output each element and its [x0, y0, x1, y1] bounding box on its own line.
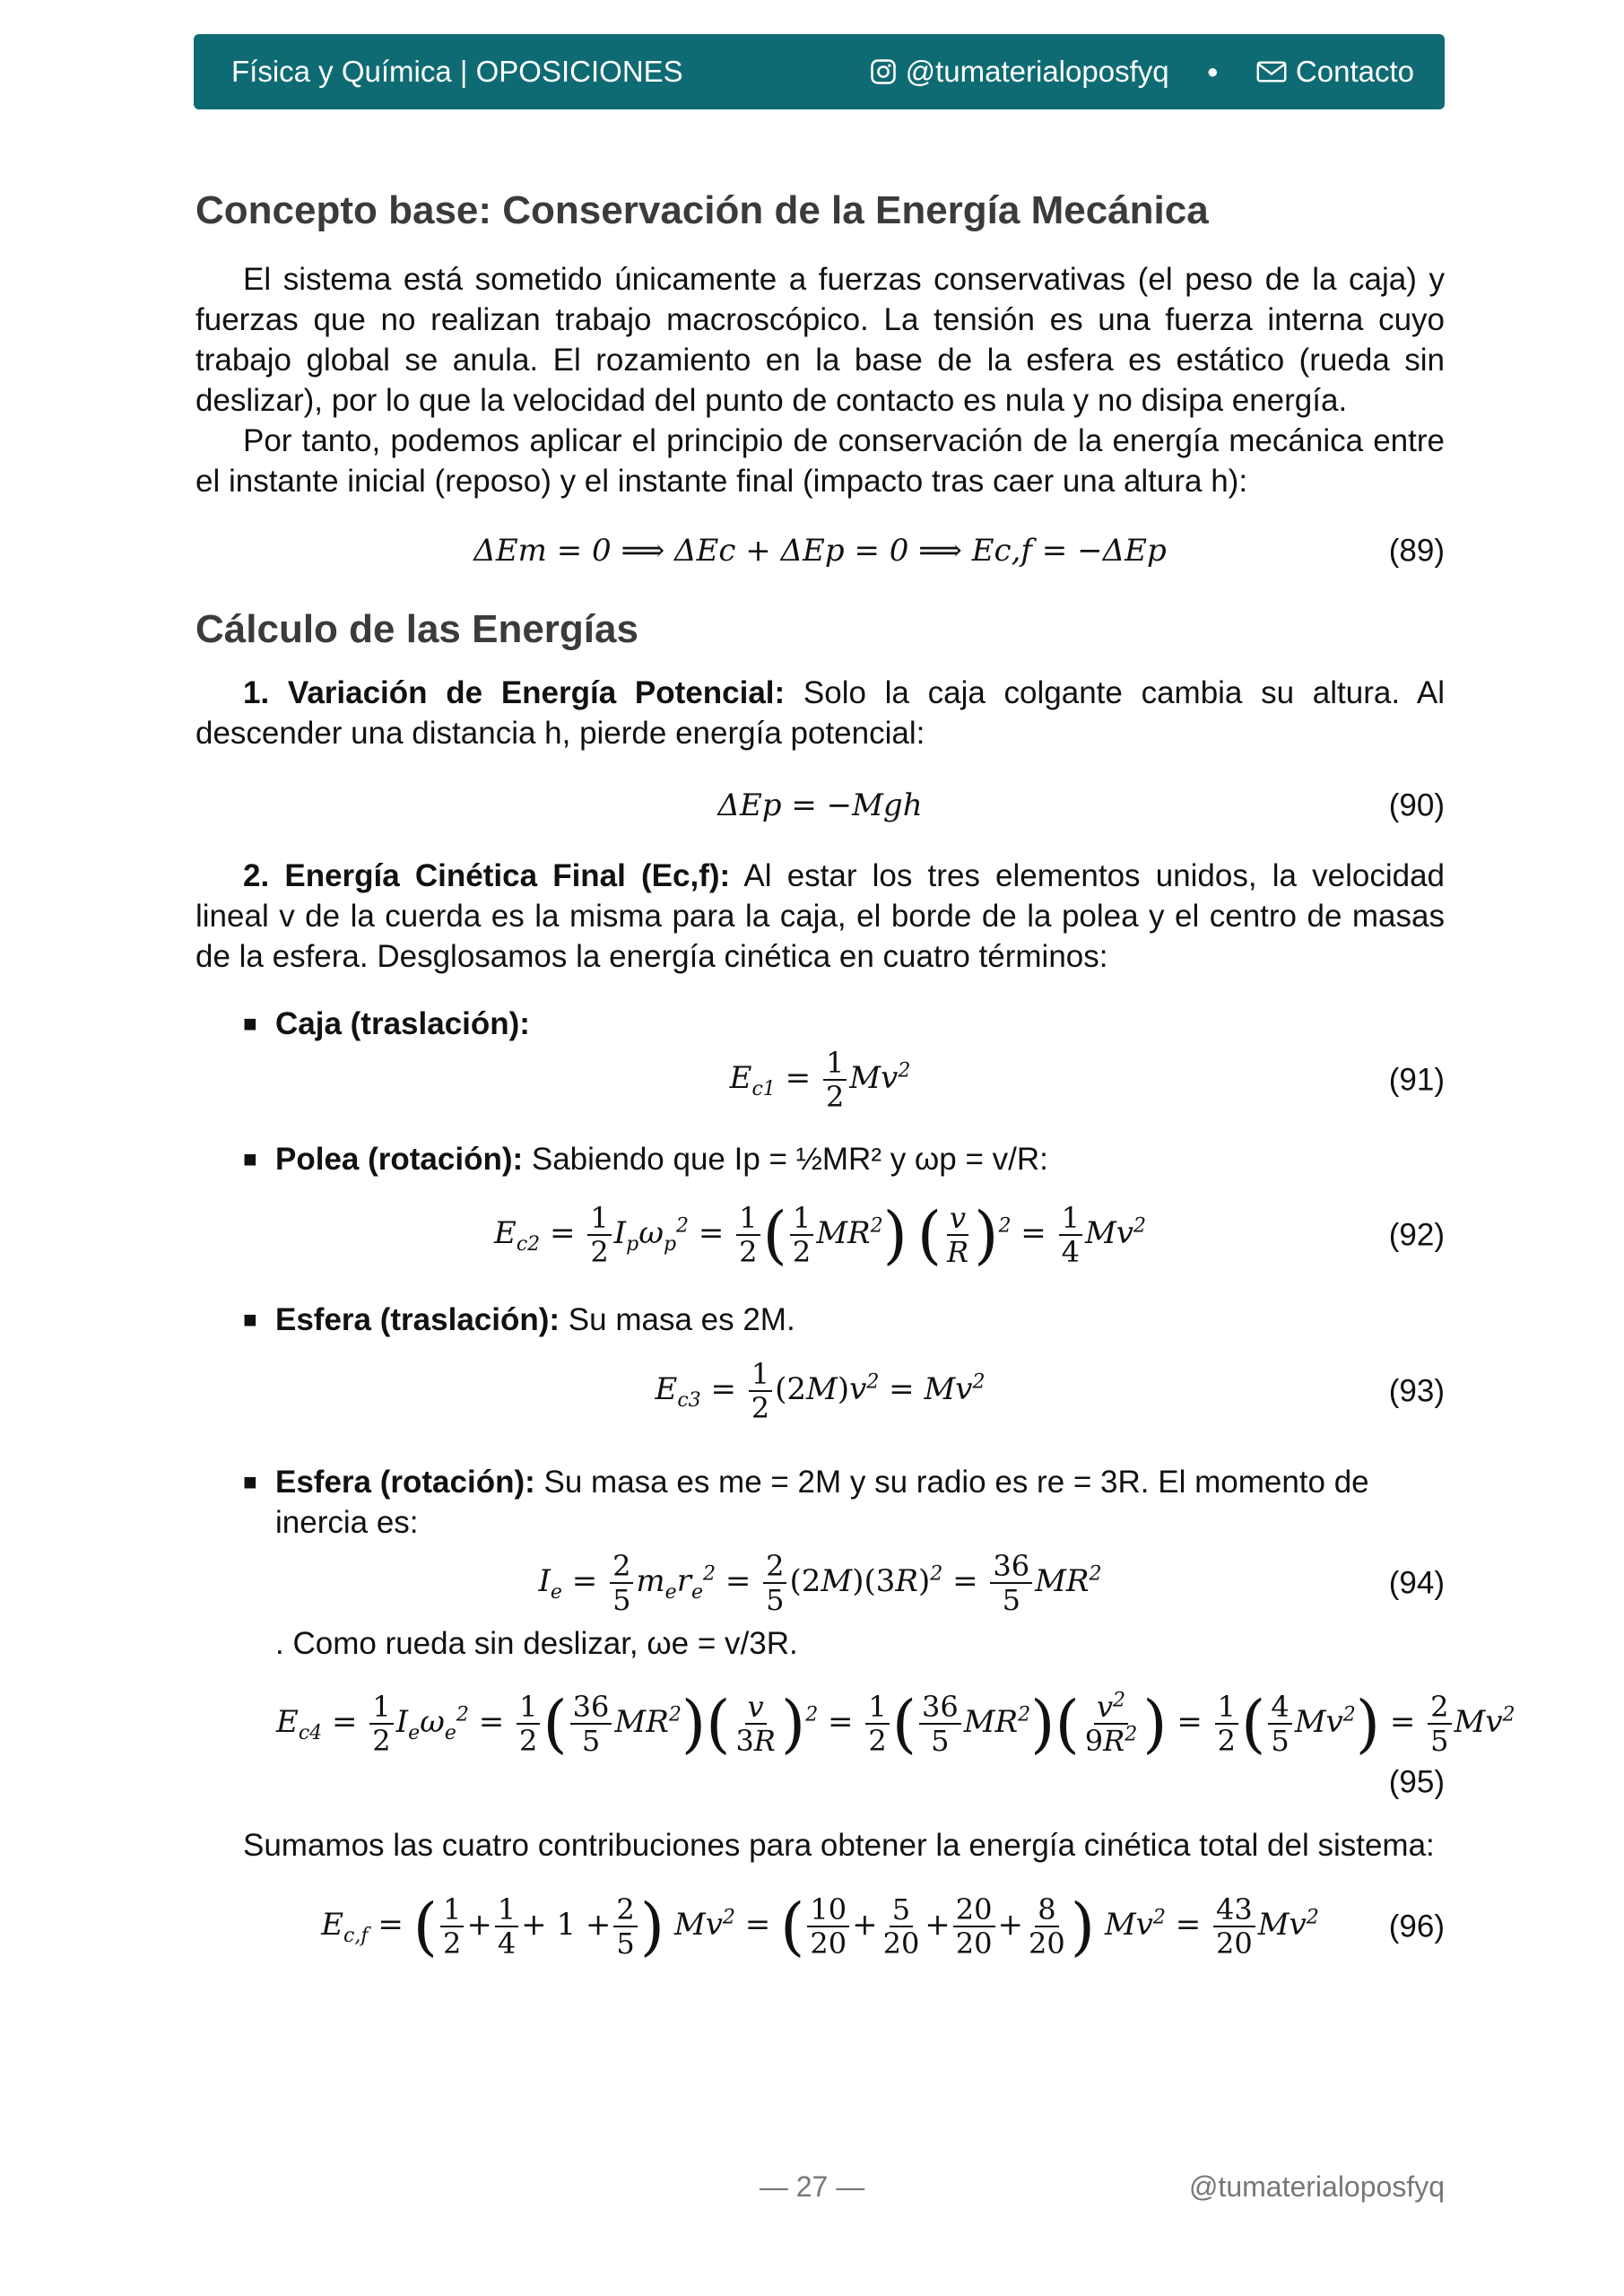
header-links	[870, 55, 1414, 89]
bullet-marker: ■	[243, 1010, 257, 1037]
equation-number-91: (91)	[1388, 1062, 1445, 1098]
equation-number-95: (95)	[1388, 1764, 1445, 1800]
bullet-title: Caja (traslación):	[275, 1006, 530, 1041]
equation-number-96: (96)	[1388, 1909, 1445, 1944]
bullet-text: Sabiendo que Ip = ½MR² y ωp = v/R:	[523, 1142, 1048, 1177]
page-content	[195, 184, 1515, 1971]
contact-label: Contacto	[1295, 55, 1414, 88]
bullet-title: Esfera (traslación):	[275, 1302, 560, 1337]
paragraph-rolling: . Como rueda sin deslizar, ωe = v/3R.	[275, 1626, 798, 1661]
bullet-text: Su masa es me = 2M y su radio es re = 3R. El momento de inercia es:	[275, 1465, 1369, 1540]
equation-95	[195, 1683, 1515, 1764]
kinetic-text: Al estar los tres elementos unidos, la velocidad lineal v de la cuerda es la misma para la caja, el borde de la polea y el centro de masas de la esfera. Desglosamos la energía cinética en cuatro términos:	[195, 858, 1445, 974]
equation-number-90: (90)	[1388, 787, 1445, 823]
equation-90-body: ΔEp = −Mgh	[717, 787, 923, 823]
equation-94-body: $I_e$ = $\frac{2}{5}$ $m_er_e^2$ = $\frac{2}{5}$ $(2M)(3R)^2$ = $\frac{36}{5}$ $MR^2$	[538, 1549, 1102, 1617]
equation-93	[195, 1351, 1445, 1431]
bullet-text: Su masa es 2M.	[560, 1302, 795, 1337]
equation-number-94: (94)	[1388, 1565, 1445, 1601]
paragraph-concept-1: El sistema está sometido únicamente a fuerzas conservativas (el peso de la caja) y fuerzas que no realizan trabajo macroscópico. La tensión es una fuerza interna cuyo trabajo global se anula. El rozamiento en la base de la esfera es estático (rueda sin deslizar), por lo que la velocidad del punto de contacto es nula y no disipa energía.	[195, 262, 1445, 418]
header-bar	[194, 34, 1445, 109]
bullet-marker: ■	[243, 1468, 257, 1495]
equation-91	[195, 1044, 1445, 1116]
kinetic-heading: 2. Energía Cinética Final (Ec,f):	[243, 858, 731, 893]
equation-89	[195, 524, 1445, 578]
equation-92	[195, 1190, 1445, 1280]
equation-95-body: $E_{c4}$ = $\frac{1}{2}$ $I_e\omega_e^2$ = $\frac{1}{2}$ ( $\frac{36}{5}$ $MR^2$)( $\frac{v}{3R}$ )$^2$ = $\frac{1}{2}$ ( $\frac{36}{5}$ $MR^2$)( $\frac{v^2}{9R^2}$ ) = $\frac{1}{2}$ ( $\frac{4}{5}$ Mv$^2$) = $\frac{2}{5}$ Mv$^2$	[276, 1687, 1515, 1761]
paragraph-potential	[195, 673, 1445, 753]
footer-handle: @tumaterialoposfyq	[1188, 2170, 1445, 2203]
list-item-esfera-traslacion	[243, 1300, 1445, 1340]
potential-heading: 1. Variación de Energía Potencial:	[243, 675, 786, 710]
equation-94	[195, 1543, 1445, 1623]
bullet-marker: ■	[243, 1306, 257, 1333]
list-item-caja	[243, 1004, 1445, 1044]
equation-89-body: ΔEm = 0 ⟹ ΔEc + ΔEp = 0 ⟹ Ec,f = −ΔEp	[473, 532, 1167, 569]
section-title-energies: Cálculo de las Energías	[195, 607, 638, 651]
contact-link[interactable]	[1256, 55, 1414, 89]
potential-text: Solo la caja colgante cambia su altura. Al descender una distancia h, pierde energía potencial:	[195, 675, 1445, 751]
paragraph-concept-2: Por tanto, podemos aplicar el principio de conservación de la energía mecánica entre el instante inicial (reposo) y el instante final (impacto tras caer una altura h):	[195, 423, 1445, 499]
equation-96-body: $E_{c,f}$ = ( $\frac{1}{2}$ + $\frac{1}{4}$ + 1 + $\frac{2}{5}$ ) Mv$^2$ = ( $\frac{10}{20}$ + $\frac{5}{20}$ + $\frac{20}{20}$ + $\frac{8}{20}$ ) Mv$^2$ = $\frac{43}{20}$ Mv$^2$	[321, 1890, 1319, 1963]
separator-dot: ●	[1206, 60, 1219, 83]
instagram-link[interactable]	[870, 55, 1169, 89]
equation-93-body: $E_{c3}$ = $\frac{1}{2}$ $(2M)v^2 = Mv^2$	[655, 1357, 986, 1425]
paragraph-kinetic	[195, 856, 1445, 977]
equation-91-body: $E_{c1}$ = $\frac{1}{2}$ Mv$^2$	[729, 1046, 911, 1114]
equation-number-93: (93)	[1388, 1373, 1445, 1409]
page-number: — 27 —	[759, 2170, 865, 2203]
section-title-concept: Concepto base: Conservación de la Energía Mecánica	[195, 188, 1209, 232]
list-item-polea	[243, 1139, 1445, 1179]
equation-number-89: (89)	[1388, 533, 1445, 569]
instagram-icon	[870, 58, 897, 85]
equation-90	[195, 778, 1445, 832]
equation-95-number-row	[195, 1764, 1445, 1800]
paragraph-sum: Sumamos las cuatro contribuciones para obtener la energía cinética total del sistema:	[243, 1828, 1435, 1863]
bullet-title: Polea (rotación):	[275, 1142, 524, 1177]
header-title: Física y Química | OPOSICIONES	[231, 55, 683, 88]
bullet-title: Esfera (rotación):	[275, 1465, 535, 1500]
equation-number-92: (92)	[1388, 1217, 1445, 1253]
equation-96	[195, 1882, 1445, 1971]
list-item-esfera-rotacion	[243, 1462, 1445, 1543]
instagram-handle: @tumaterialoposfyq	[905, 55, 1169, 88]
mail-icon	[1256, 60, 1287, 83]
bullet-marker: ■	[243, 1145, 257, 1172]
equation-92-body: $E_{c2}$ = $\frac{1}{2}$ $I_p\omega_p^2$ = $\frac{1}{2}$ ( $\frac{1}{2}$ $MR^2$) ( $\frac{v}{R}$ )$^2$ = $\frac{1}{4}$ Mv$^2$	[494, 1198, 1146, 1272]
